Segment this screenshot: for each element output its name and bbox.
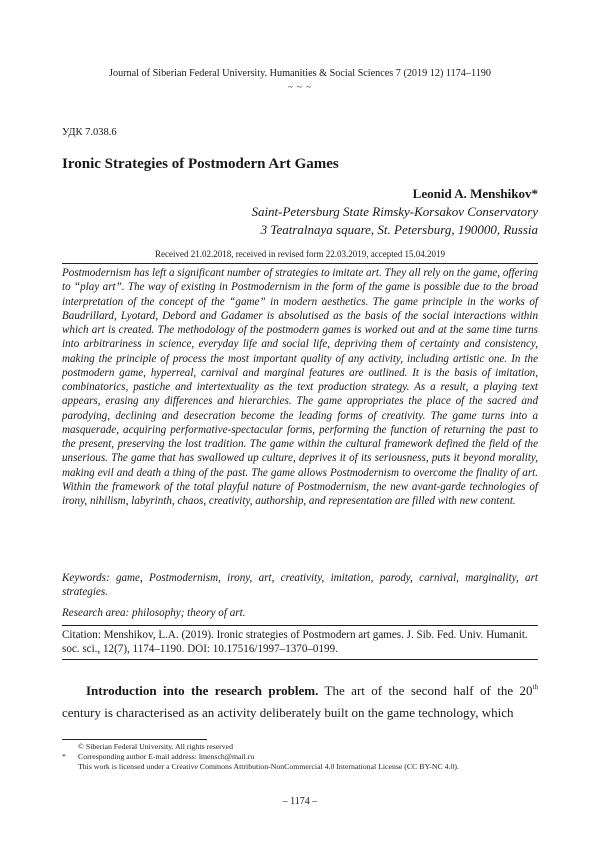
- footnote-corresponding: [62, 752, 254, 762]
- intro-superscript: th: [532, 683, 538, 691]
- page-number: – 1174 –: [282, 796, 318, 807]
- footnote-copyright: [62, 742, 233, 752]
- citation-bottom-rule: [62, 659, 538, 660]
- footnote-rule: [62, 739, 207, 740]
- author-affiliation: Saint-Petersburg State Rimsky-Korsakov Conservatory: [251, 204, 538, 219]
- footnote-license: [62, 762, 459, 772]
- journal-header: Journal of Siberian Federal University. Humanities & Social Sciences 7 (2019 12) 1174–1190: [109, 68, 491, 79]
- intro-text: The art of the second half of the 20: [318, 683, 533, 698]
- abstract-top-rule: [62, 263, 538, 264]
- citation-top-rule: [62, 625, 538, 626]
- intro-heading: Introduction into the research problem.: [86, 683, 319, 698]
- footnote-star: *: [62, 752, 66, 761]
- author-address: 3 Teatralnaya square, St. Petersburg, 190000, Russia: [260, 222, 538, 237]
- corresponding-text: Corresponding author E-mail address: lmensch@mail.ru: [78, 752, 255, 761]
- udk-code: УДК 7.038.6: [62, 127, 117, 138]
- license-text: This work is licensed under a Creative Commons Attribution-NonCommercial 4.0 International License (CC BY-NC 4.0).: [78, 762, 459, 771]
- citation: Citation: Menshikov, L.A. (2019). Ironic strategies of Postmodern art games. J. Sib. Fed. Univ. Humanit. soc. sci., 12(7), 1174–1190. DOI: 10.17516/1997–1370–0199.: [62, 629, 528, 656]
- keywords: Keywords: game, Postmodernism, irony, art, creativity, imitation, parody, carnival, marginality, art strategies.: [62, 572, 538, 599]
- received-dates: Received 21.02.2018, received in revised form 22.03.2019, accepted 15.04.2019: [155, 249, 445, 259]
- intro-paragraph: [62, 680, 538, 724]
- abstract: Postmodernism has left a significant number of strategies to imitate art. They all rely on the game, offering to “play art”. The way of existing in Postmodernism in the form of the game is possible due to the broad interpretation of the concept of the “game” in modern aesthetics. The game principle in the works of Baudrillard, Lyotard, Debord and Gadamer is absolutised as the basis of the social interactions within which art is created. The methodology of the postmodern games is worked out and at the same time turns into arbitrariness in science, everyday life and social life, depriving them of certainty and consistency, making the principle of process the most important quality of any activity, including artistic one. In the postmodern game, hyperreal, carnival and marginal features are outlined. It is the basis of imitation, combinatorics, pastiche and intertextuality as the text production strategy. As a result, a playing text appears, erasing any differences and hierarchies. The game appropriates the place of the sacred and parodying, declining and desecration become the leading forms of creativity. The game turns into a masquerade, acquiring performative-spectacular forms, performing the function of returning the past to the present, preserving the lost tradition. The game within the cultural framework defined the field of the unserious. The game that has swallowed up culture, deprives it of its seriousness, puts it beyond morality, making evil and death a thing of the past. The game allows Postmodernism to overcome the finality of art. Within the framework of the total playful nature of Postmodernism, the new avant-garde technologies of irony, nihilism, labyrinth, chaos, creativity, authorship, and representation are filled with new content.: [62, 267, 538, 507]
- article-title: Ironic Strategies of Postmodern Art Games: [62, 156, 339, 172]
- header-ornament: ~ ~ ~: [287, 82, 313, 92]
- copyright-text: © Siberian Federal University. All rights reserved: [78, 742, 234, 751]
- intro-text-continued: century is characterised as an activity deliberately built on the game technology, which: [62, 705, 514, 720]
- research-area: Research area: philosophy; theory of art.: [62, 607, 246, 619]
- author-name: Leonid A. Menshikov*: [412, 186, 538, 201]
